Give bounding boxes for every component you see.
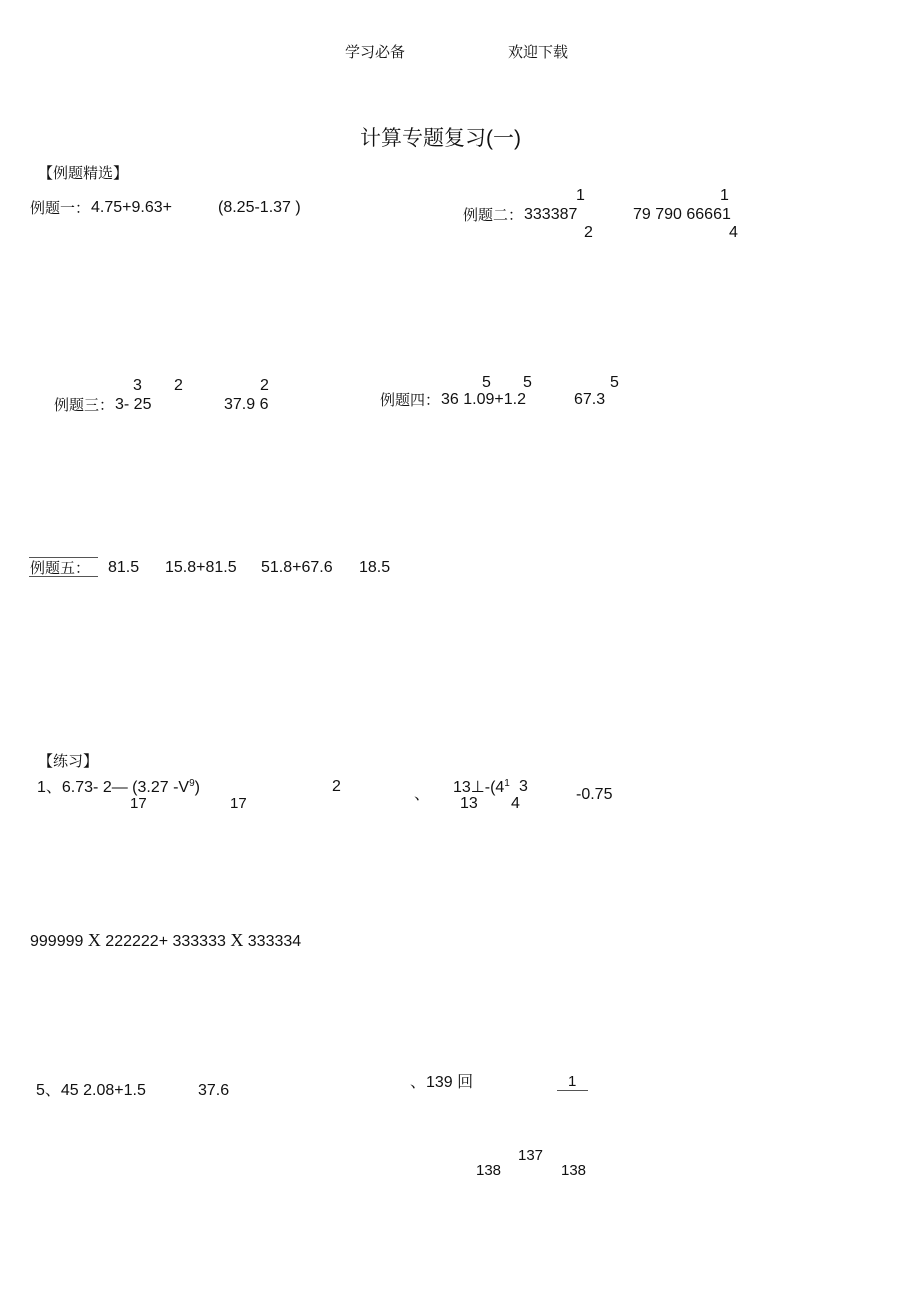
example4-n3: 5 — [610, 374, 619, 391]
example2-den-b: 4 — [729, 224, 738, 241]
example2-expr-a: 333387 — [524, 206, 578, 223]
example3-n3: 2 — [260, 377, 269, 394]
example1-expr-a: 4.75+9.63+ — [91, 199, 172, 216]
header-right: 欢迎下载 — [508, 44, 569, 61]
practice-heading: 【练习】 — [38, 753, 99, 770]
example2-den-a: 2 — [584, 224, 593, 241]
practice6-n: 1 — [568, 1073, 577, 1090]
example2-num-b: 1 — [720, 187, 729, 204]
practice3-c: 333334 — [247, 933, 302, 950]
practice3-a: 999999 — [30, 933, 84, 950]
example5-overline — [29, 557, 98, 558]
practice2-n: 3 — [519, 778, 528, 795]
example2-expr-b: 79 790 66661 — [633, 206, 731, 223]
practice2-d1: 13 — [460, 795, 478, 812]
practice3-op1: X — [87, 930, 101, 950]
practice2-mark: 、 — [414, 786, 431, 803]
examples-heading: 【例题精选】 — [38, 165, 129, 182]
practice1-main: 1、6.73- 2— (3.27 -V — [37, 779, 190, 796]
practice6-f-den2: 138 — [561, 1162, 587, 1179]
practice2-tail: -0.75 — [576, 786, 613, 803]
practice1-close: ) — [194, 779, 200, 796]
example4-n2: 5 — [523, 374, 532, 391]
example4-expr-a: 36 1.09+1.2 — [441, 391, 526, 408]
example4-n1: 5 — [482, 374, 491, 391]
example5-v4: 18.5 — [359, 559, 391, 576]
example5-v1: 81.5 — [108, 559, 140, 576]
practice6-line — [557, 1090, 588, 1091]
example5-v3: 51.8+67.6 — [261, 559, 333, 576]
practice2-main: 13⊥-(4 — [453, 779, 505, 796]
example5-underline — [29, 576, 98, 577]
practice2-expr — [453, 779, 510, 796]
page-title: 计算专题复习(一) — [360, 127, 521, 150]
practice6-expr: 、139 回 — [410, 1074, 474, 1091]
practice2-sup: 1 — [504, 778, 510, 789]
practice2-d2: 4 — [511, 795, 520, 812]
example1-expr-b: (8.25-1.37 ) — [218, 199, 301, 216]
example5-label: 例题五： — [30, 560, 91, 577]
practice1-d1: 17 — [130, 795, 147, 812]
example3-label: 例题三： — [54, 397, 115, 414]
example3-n2: 2 — [174, 377, 183, 394]
example2-num-a: 1 — [576, 187, 585, 204]
practice6-f-den1: 138 — [476, 1162, 502, 1179]
practice1-expr — [37, 779, 200, 796]
practice5-expr: 5、45 2.08+1.5 — [36, 1082, 146, 1099]
example3-expr-b: 37.9 6 — [224, 396, 269, 413]
example4-expr-b: 67.3 — [574, 391, 606, 408]
practice1-d2: 17 — [230, 795, 247, 812]
practice3-op2: X — [230, 930, 244, 950]
example3-n1: 3 — [133, 377, 142, 394]
practice5-b: 37.6 — [198, 1082, 230, 1099]
practice3-b: 222222+ 333333 — [105, 933, 226, 950]
practice1-sup: 9 — [189, 778, 195, 789]
practice1-n: 2 — [332, 778, 341, 795]
practice6-f-num: 137 — [518, 1147, 544, 1164]
example1-label: 例题一： — [30, 200, 91, 217]
example5-v2: 15.8+81.5 — [165, 559, 237, 576]
example4-label: 例题四： — [380, 392, 441, 409]
example2-label: 例题二： — [463, 207, 524, 224]
example3-expr-a: 3- 25 — [115, 396, 152, 413]
header-left: 学习必备 — [345, 44, 406, 61]
practice3-expr — [30, 931, 301, 950]
